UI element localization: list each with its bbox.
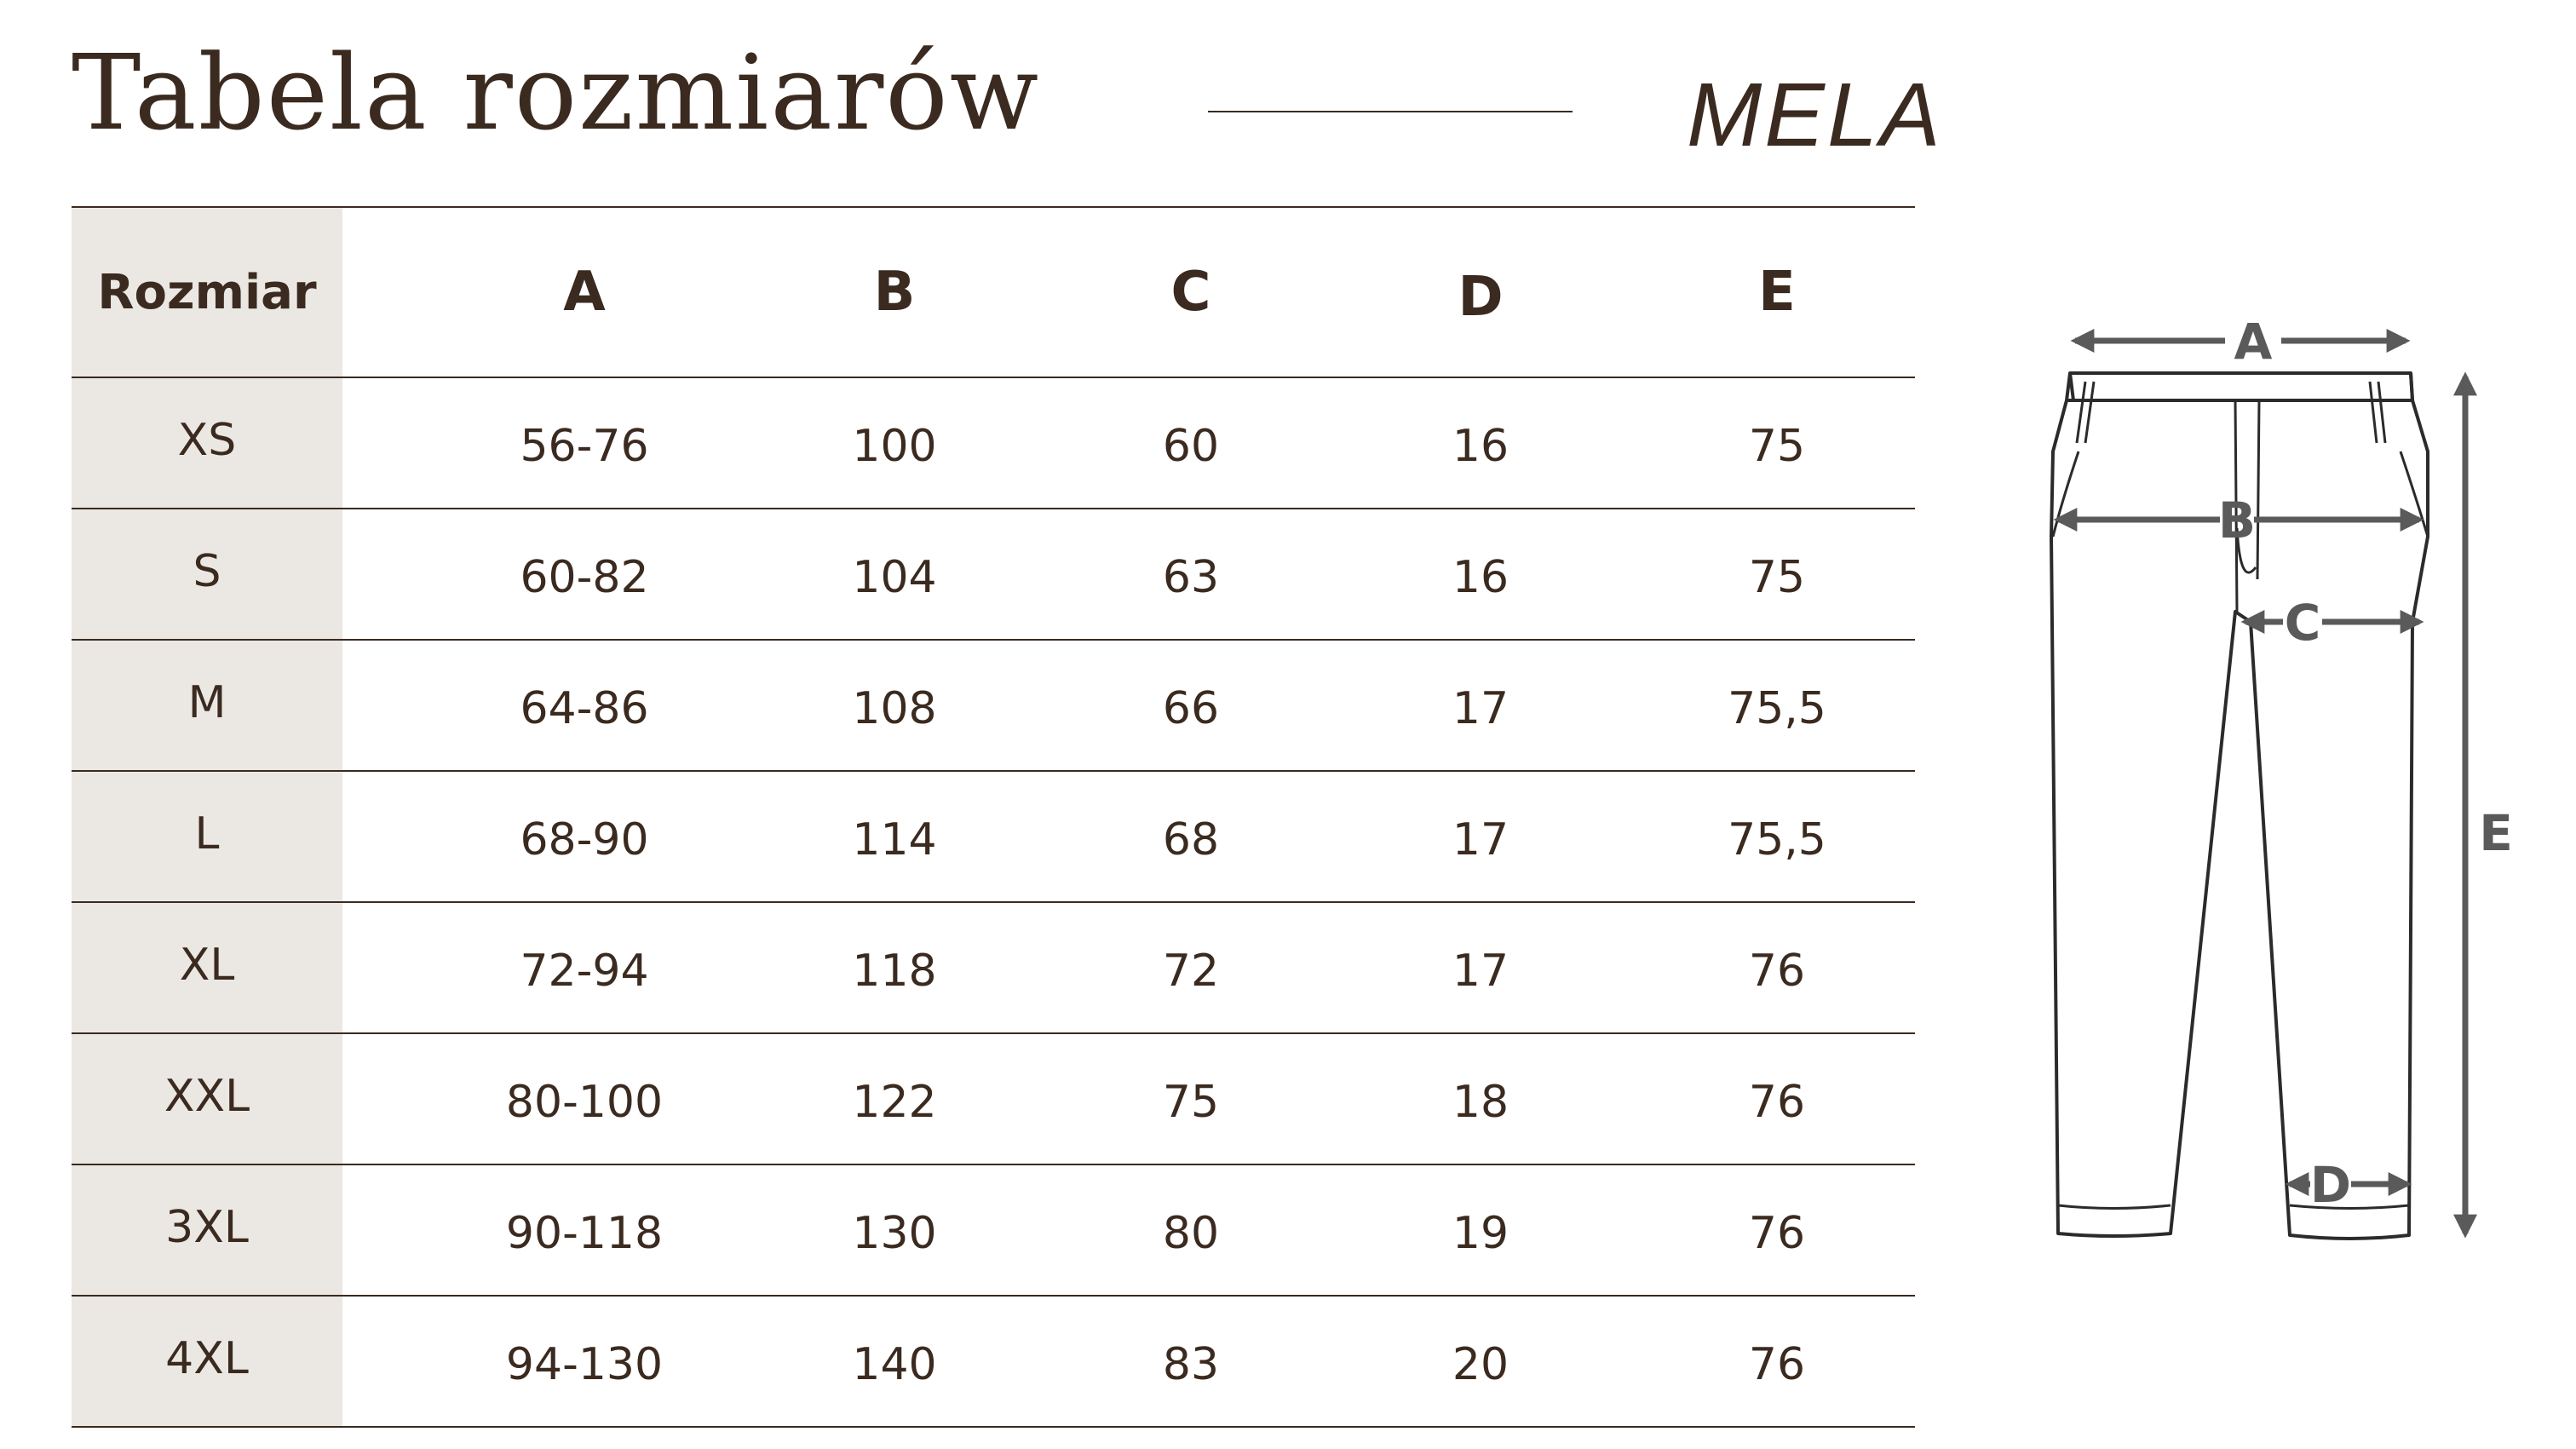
measurement-e: 76 xyxy=(1748,946,1806,997)
measurement-b: 140 xyxy=(852,1339,937,1390)
measurement-d: 16 xyxy=(1452,552,1509,603)
measurement-b: 130 xyxy=(852,1208,937,1259)
measurement-d: 18 xyxy=(1452,1077,1509,1128)
column-header-e: E xyxy=(1758,261,1796,324)
size-label: L xyxy=(72,772,342,901)
trousers-diagram-svg xyxy=(2027,281,2556,1269)
size-label: 4XL xyxy=(72,1297,342,1426)
measurement-b: 100 xyxy=(852,421,937,472)
table-row xyxy=(72,1297,1915,1428)
table-row xyxy=(72,1034,1915,1165)
measurement-c: 68 xyxy=(1162,814,1220,865)
measurement-d: 17 xyxy=(1452,814,1509,865)
page-title: Tabela rozmiarów xyxy=(72,32,1041,153)
measurement-a: 94-130 xyxy=(505,1339,664,1390)
table-row xyxy=(72,641,1915,772)
measurement-c: 83 xyxy=(1162,1339,1220,1390)
measurement-b: 122 xyxy=(852,1077,937,1128)
measurement-b: 104 xyxy=(852,552,937,603)
label-a: A xyxy=(2234,313,2273,371)
title-divider xyxy=(1208,111,1573,112)
measurement-a: 80-100 xyxy=(505,1077,664,1128)
measurement-e: 75,5 xyxy=(1728,683,1826,734)
measurement-e: 75 xyxy=(1748,421,1806,472)
measurement-c: 72 xyxy=(1162,946,1220,997)
label-e: E xyxy=(2479,804,2513,862)
size-label: S xyxy=(72,509,342,639)
measurement-e: 75,5 xyxy=(1728,814,1826,865)
measurement-b: 108 xyxy=(852,683,937,734)
measurement-b: 114 xyxy=(852,814,937,865)
size-label: XXL xyxy=(72,1034,342,1164)
measurement-c: 75 xyxy=(1162,1077,1220,1128)
size-label: 3XL xyxy=(72,1165,342,1295)
measurement-d: 19 xyxy=(1452,1208,1509,1259)
measurement-b: 118 xyxy=(852,946,937,997)
column-header-c: C xyxy=(1170,261,1211,324)
size-table xyxy=(72,206,1915,1428)
table-row xyxy=(72,378,1915,509)
measurement-e: 75 xyxy=(1748,552,1806,603)
measurement-d: 16 xyxy=(1452,421,1509,472)
measurement-c: 63 xyxy=(1162,552,1220,603)
measurement-d: 17 xyxy=(1452,946,1509,997)
trousers-measurement-diagram xyxy=(2027,281,2556,1269)
measurement-a: 64-86 xyxy=(520,683,649,734)
measurement-c: 66 xyxy=(1162,683,1220,734)
measurement-e: 76 xyxy=(1748,1208,1806,1259)
measurement-a: 60-82 xyxy=(520,552,649,603)
column-header-size: Rozmiar xyxy=(72,208,342,377)
table-row xyxy=(72,903,1915,1034)
size-label: XL xyxy=(72,903,342,1032)
brand-logo: MELA xyxy=(1687,65,1943,165)
measurement-d: 17 xyxy=(1452,683,1509,734)
measurement-d: 20 xyxy=(1452,1339,1509,1390)
size-label: XS xyxy=(72,378,342,508)
measurement-c: 80 xyxy=(1162,1208,1220,1259)
table-row xyxy=(72,772,1915,903)
column-header-b: B xyxy=(873,261,916,324)
label-d: D xyxy=(2309,1156,2352,1214)
table-header-row xyxy=(72,208,1915,378)
column-header-d: D xyxy=(1458,266,1504,329)
table-row xyxy=(72,509,1915,641)
measurement-a: 56-76 xyxy=(520,421,649,472)
measurement-a: 90-118 xyxy=(505,1208,664,1259)
label-c: C xyxy=(2284,594,2321,652)
column-header-a: A xyxy=(563,261,606,324)
measurement-c: 60 xyxy=(1162,421,1220,472)
table-row xyxy=(72,1165,1915,1297)
measurement-a: 72-94 xyxy=(520,946,649,997)
measurement-e: 76 xyxy=(1748,1339,1806,1390)
label-b: B xyxy=(2217,492,2257,549)
measurement-a: 68-90 xyxy=(520,814,649,865)
measurement-e: 76 xyxy=(1748,1077,1806,1128)
size-label: M xyxy=(72,641,342,770)
